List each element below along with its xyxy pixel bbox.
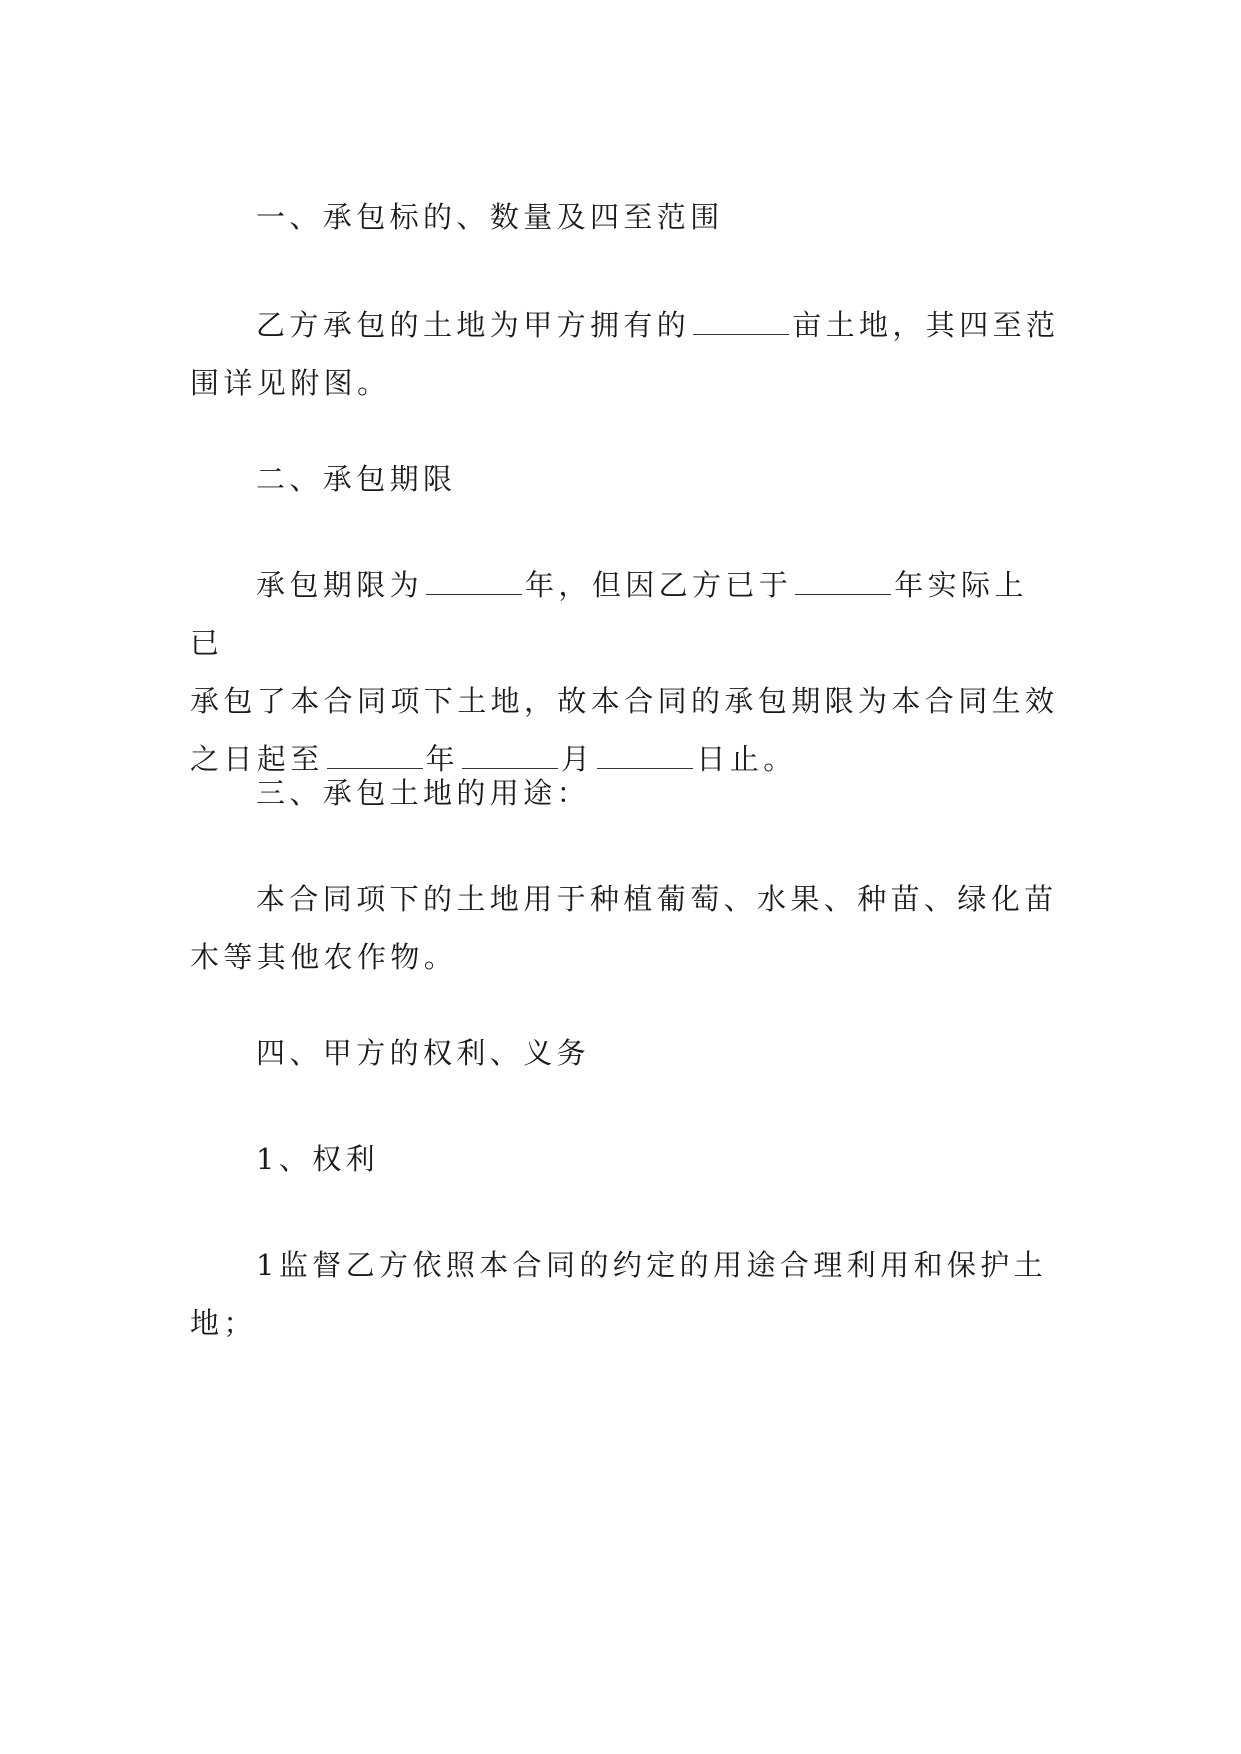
text-segment: 年，但因乙方已于 [525, 568, 793, 602]
paragraph-term [190, 556, 1060, 788]
subsection-heading-rights [190, 1130, 1060, 1188]
paragraph-rights-item-1 [190, 1236, 1060, 1352]
paragraph-line [190, 296, 1060, 354]
text-segment: 日止。 [696, 742, 797, 776]
text-segment: 亩土地，其四至范 [792, 308, 1060, 342]
paragraph-line: 地； [190, 1306, 257, 1340]
text-segment: 年 [425, 742, 460, 776]
fill-in-blank-years[interactable] [426, 560, 522, 595]
paragraph-line: 围详见附图。 [190, 366, 391, 400]
heading-text: 四、甲方的权利、义务 [256, 1036, 591, 1070]
text-segment: 月 [561, 742, 595, 776]
text-segment: 乙方承包的土地为甲方拥有的 [256, 308, 691, 342]
text-segment: 之日起至 [190, 742, 324, 776]
paragraph-line: 木等其他农作物。 [190, 940, 458, 974]
heading-text: 三、承包土地的用途： [256, 776, 591, 810]
paragraph-line [190, 556, 1060, 672]
text-segment: 承包期限为 [256, 568, 424, 602]
text-segment: 年实际上已 [190, 568, 1028, 660]
section-heading-4 [190, 1024, 1060, 1082]
paragraph-usage [190, 870, 1060, 986]
paragraph-line: 承包了本合同项下土地，故本合同的承包期限为本合同生效 [190, 684, 1059, 718]
heading-text: 一、承包标的、数量及四至范围 [256, 200, 724, 234]
paragraph-line: 1监督乙方依照本合同的约定的用途合理利用和保护土 [256, 1248, 1048, 1282]
fill-in-blank-start-year[interactable] [795, 560, 891, 595]
subheading-text: 1、权利 [256, 1142, 380, 1176]
section-heading-1 [190, 188, 1060, 246]
paragraph-land-area [190, 296, 1060, 412]
section-heading-2 [190, 450, 1060, 508]
heading-text: 二、承包期限 [256, 462, 457, 496]
paragraph-line: 本合同项下的土地用于种植葡萄、水果、种苗、绿化苗 [256, 882, 1058, 916]
section-heading-3 [190, 764, 1060, 822]
fill-in-blank-area[interactable] [693, 300, 789, 335]
